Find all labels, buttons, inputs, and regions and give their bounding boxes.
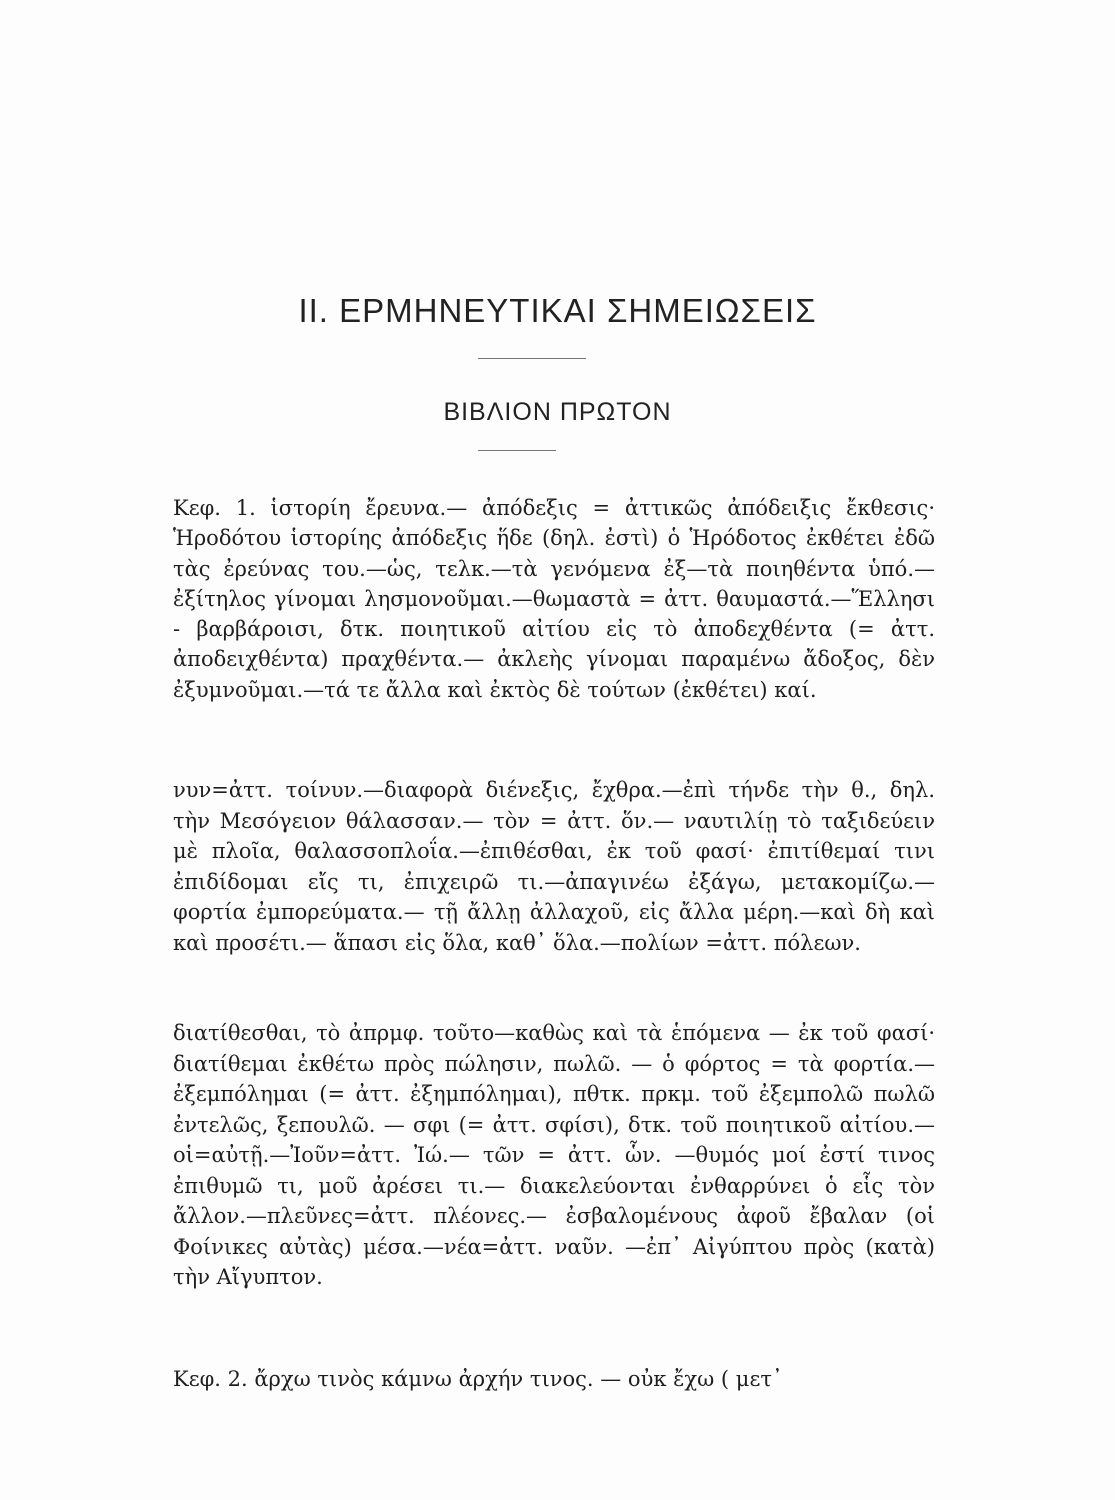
title-divider xyxy=(478,358,586,359)
paragraph-text: νυν=ἀττ. τοίνυν.—διαφορὰ διένεξις, ἔχθρα.—ἐπὶ τήνδε τὴν θ., δηλ. τὴν Μεσόγειον θάλασσαν.— τὸν = ἀττ. ὅν.— ναυτιλίῃ τὸ ταξιδεύειν μὲ πλοῖα, θαλασσοπλοΐα.—ἐπιθέσθαι, ἐκ τοῦ φασί· ἐπιτίθεμαί τινι ἐπιδίδομαι εἴς τι, ἐπιχειρῶ τι.—ἀπαγινέω ἐξάγω, μετακομίζω.— φορτία ἐμπορεύματα.— τῇ ἄλλῃ ἀλλαχοῦ, εἰς ἄλλα μέρη.—καὶ δὴ καὶ καὶ προσέτι.— ἅπασι εἰς ὅλα, καθ᾽ ὅλα.—πολίων =ἀττ. πόλεων. xyxy=(173,778,935,955)
paragraph-text: Κεφ. 1. ἱστορίη ἔρευνα.— ἀπόδεξις = ἀττικῶς ἀπόδειξις ἔκθεσις· Ἡροδότου ἱστορίης ἀπόδεξις ἥδε (δηλ. ἐστὶ) ὁ Ἡρόδοτος ἐκθέτει ἐδῶ τὰς ἐρεύνας του.—ὡς, τελκ.—τὰ γενόμενα ἐξ—τὰ ποιηθέντα ὑπό.—ἐξίτηλος γίνομαι λησμονοῦμαι.—θωμαστὰ = ἀττ. θαυμαστά.—Ἕλλησι - βαρβάροισι, δτκ. ποιητικοῦ αἰτίου εἰς τὸ ἀποδεχθέντα (= ἀττ. ἀποδειχθέντα) πραχθέντα.— ἀκλεὴς γίνομαι παραμένω ἄδοξος, δὲν ἐξυμνοῦμαι.—τά τε ἄλλα καὶ ἐκτὸς δὲ τούτων (ἐκθέτει) καί. xyxy=(173,496,935,702)
paragraph-4 xyxy=(173,1364,935,1394)
chapter-title: II. ΕΡΜΗΝΕΥΤΙΚΑΙ ΣΗΜΕΙΩΣΕΙΣ xyxy=(298,292,817,329)
paragraph-1 xyxy=(173,493,935,705)
section-divider xyxy=(478,450,556,451)
paragraph-text: Κεφ. 2. ἄρχω τινὸς κάμνω ἀρχήν τινος. — οὐκ ἔχω ( μετ᾽ xyxy=(173,1367,783,1391)
book-title: ΒΙΒΛΙΟΝ ΠΡΩΤΟΝ xyxy=(443,398,672,426)
paragraph-2 xyxy=(173,775,935,958)
paragraph-3 xyxy=(173,1018,935,1293)
paragraph-text: διατίθεσθαι, τὸ ἀπρμφ. τοῦτο—καθὼς καὶ τὰ ἑπόμενα — ἐκ τοῦ φασί· διατίθεμαι ἐκθέτω πρὸς πώλησιν, πωλῶ. — ὁ φόρτος = τὰ φορτία.— ἐξεμπόλημαι (= ἀττ. ἐξημπόλημαι), πθτκ. πρκμ. τοῦ ἐξεμπολῶ πωλῶ ἐντελῶς, ξεπουλῶ. — σφι (= ἀττ. σφίσι), δτκ. τοῦ ποιητικοῦ αἰτίου.—οἱ=αὐτῇ.—Ἰοῦν=ἀττ. Ἰώ.— τῶν = ἀττ. ὧν. —θυμός μοί ἐστί τινος ἐπιθυμῶ τι, μοῦ ἀρέσει τι.— διακελεύονται ἐνθαρρύνει ὁ εἷς τὸν ἄλλον.—πλεῦνες=ἀττ. πλέονες.— ἐσβαλομένους ἀφοῦ ἔβαλαν (οἱ Φοίνικες αὐτὰς) μέσα.—νέα=ἀττ. ναῦν. —ἐπ᾽ Αἰγύπτου πρὸς (κατὰ) τὴν Αἴγυπτον. xyxy=(173,1021,935,1289)
